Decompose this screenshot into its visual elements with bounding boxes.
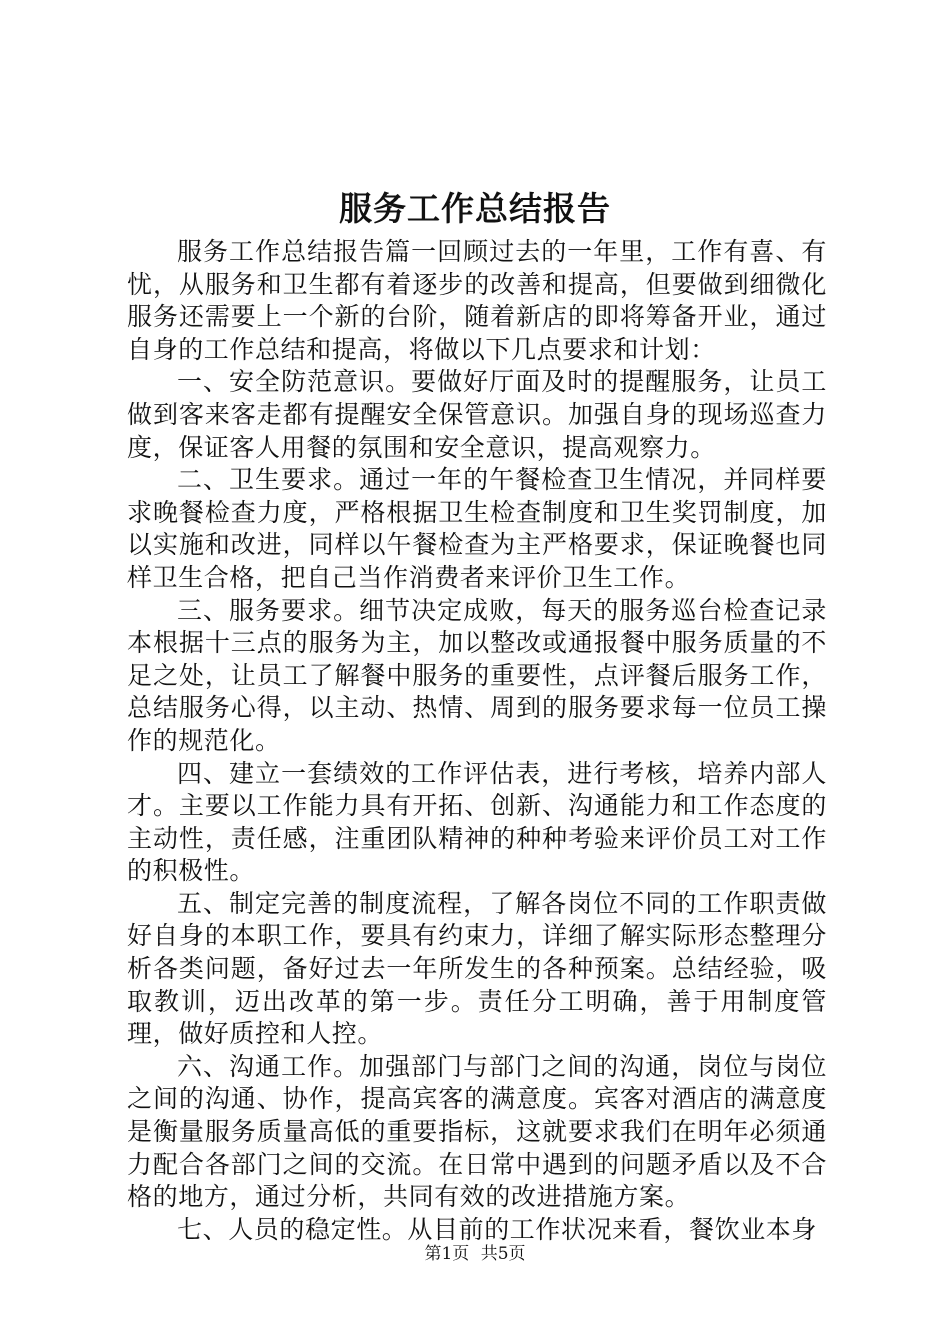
page-total: 共5页 [480, 1244, 526, 1264]
paragraph-service: 三、服务要求。细节决定成败，每天的服务巡台检查记录本根据十三点的服务为主，加以整改或通报餐中服务质量的不足之处，让员工了解餐中服务的重要性，点评餐后服务工作，总结服务心得，以主动、热情、周到的服务要求每一位员工操作的规范化。 [127, 595, 827, 755]
page-number: 第1页 [424, 1244, 470, 1264]
paragraph-intro: 服务工作总结报告篇一回顾过去的一年里，工作有喜、有忧，从服务和卫生都有着逐步的改善和提高，但要做到细微化服务还需要上一个新的台阶，随着新店的即将筹备开业，通过自身的工作总结和提高，将做以下几点要求和计划： [127, 237, 827, 364]
paragraph-process: 五、制定完善的制度流程，了解各岗位不同的工作职责做好自身的本职工作，要具有约束力，详细了解实际形态整理分析各类问题，备好过去一年所发生的各种预案。总结经验，吸取教训，迈出改革的第一步。责任分工明确，善于用制度管理，做好质控和人控。 [127, 888, 827, 1049]
paragraph-staff-stability: 七、人员的稳定性。从目前的工作状况来看，餐饮业本身 [177, 1214, 818, 1244]
document-title: 服务工作总结报告 [339, 189, 611, 228]
paragraph-safety: 一、安全防范意识。要做好厅面及时的提醒服务，让员工做到客来客走都有提醒安全保管意识。加强自身的现场巡查力度，保证客人用餐的氛围和安全意识，提高观察力。 [127, 367, 827, 462]
paragraph-communication: 六、沟通工作。加强部门与部门之间的沟通，岗位与岗位之间的沟通、协作，提高宾客的满意度。宾客对酒店的满意度是衡量服务质量高低的重要指标，这就要求我们在明年必须通力配合各部门之间的交流。在日常中遇到的问题矛盾以及不合格的地方，通过分析，共同有效的改进措施方案。 [127, 1051, 827, 1212]
paragraph-evaluation: 四、建立一套绩效的工作评估表，进行考核，培养内部人才。主要以工作能力具有开拓、创新、沟通能力和工作态度的主动性，责任感，注重团队精神的种种考验来评价员工对工作的积极性。 [127, 758, 827, 886]
document-body [127, 236, 827, 1246]
page-footer [0, 1243, 950, 1265]
paragraph-hygiene: 二、卫生要求。通过一年的午餐检查卫生情况，并同样要求晚餐检查力度，严格根据卫生检查制度和卫生奖罚制度，加以实施和改进，同样以午餐检查为主严格要求，保证晚餐也同样卫生合格，把自己当作消费者来评价卫生工作。 [127, 465, 827, 592]
